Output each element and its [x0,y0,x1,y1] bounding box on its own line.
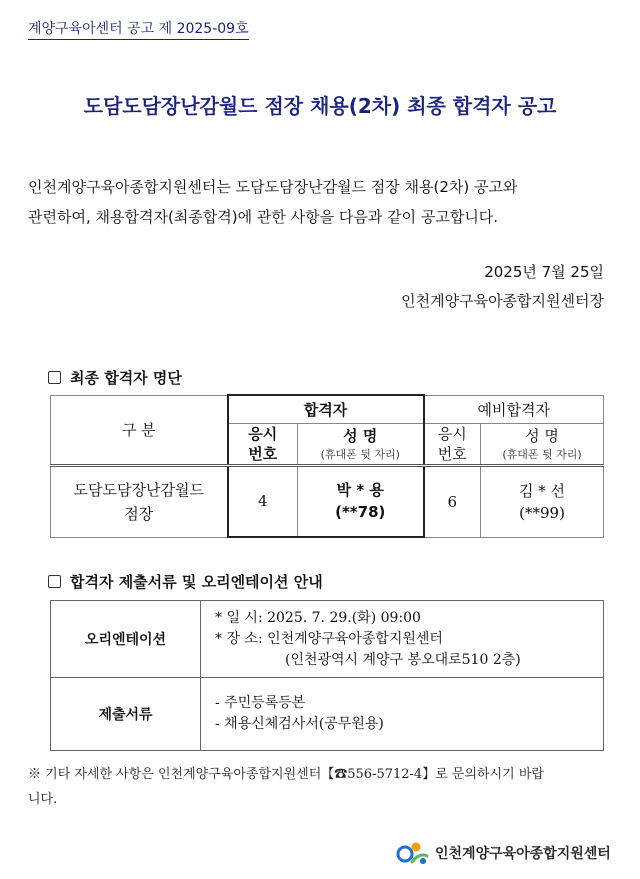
cell-division [51,465,228,537]
intro-line: 관련하여, 채용합격자(최종합격)에 관한 사항을 다음과 같이 공고합니다. [28,208,499,226]
detail-line: * 장 소: 인천계양구육아종합지원센터 [215,630,443,647]
cell-reserve-app-no: 6 [424,465,481,537]
page-title: 도담도담장난감월드 점장 채용(2차) 최종 합격자 공고 [83,94,557,118]
intro-line: 인천계양구육아종합지원센터는 도담도담장난감월드 점장 채용(2차) 공고와 [28,178,518,196]
center-logo [396,840,611,866]
header-text: 번호 [437,444,467,463]
header-reserve-app-no [424,423,481,465]
table-row [51,601,604,678]
header-subtext: (휴대폰 뒷 자리) [502,448,582,461]
header-division: 구 분 [51,395,228,465]
final-passers-table [50,394,604,538]
footnote-line: ※ 기타 자세한 사항은 인천계양구육아종합지원센터【☎556-5712-4】로 문의하시기 바랍 [28,767,544,782]
header-text: 응시 [437,424,467,443]
table-row [51,678,604,751]
header-text: 응시 [248,424,278,443]
header-reserve-name [481,423,604,465]
section-heading-text: 최종 합격자 명단 [70,369,182,387]
issuer-name: 인천계양구육아종합지원센터장 [401,292,604,310]
table-row [51,465,604,537]
section-heading-final-list [48,367,182,388]
cell-pass-app-no: 4 [228,465,298,537]
cell-text: 박 * 용 [336,481,384,500]
cell-pass-name [298,465,424,537]
header-text: 성 명 [525,427,559,445]
cell-reserve-name [481,465,604,537]
orientation-details [201,601,604,678]
header-pass-app-no [228,423,298,465]
section-heading-orientation [48,571,323,592]
center-logo-icon [396,840,430,866]
section-heading-text: 합격자 제출서류 및 오리엔테이션 안내 [70,573,323,591]
announcement-date: 2025년 7월 25일 [484,263,604,281]
cell-text: 점장 [124,504,154,523]
orientation-table [50,600,604,751]
center-logo-text: 인천계양구육아종합지원센터 [435,846,611,862]
detail-line: - 주민등록등본 [215,695,306,711]
header-subtext: (휴대폰 뒷 자리) [320,448,400,461]
footnote [28,762,608,812]
detail-line: (인천광역시 계양구 봉오대로510 2층) [285,651,521,668]
intro-paragraph [28,172,613,232]
checkbox-bullet-icon [48,371,61,384]
header-text: 번호 [248,444,278,463]
header-pass-name [298,423,424,465]
documents-details [201,678,604,751]
header-pass-group: 합격자 [228,395,424,423]
cell-text: (**78) [335,503,386,522]
documents-label: 제출서류 [51,678,201,751]
footnote-line: 니다. [28,792,58,807]
notice-number: 계양구육아센터 공고 제 2025-09호 [28,18,249,40]
header-reserve-group: 예비합격자 [424,395,604,423]
cell-text: 도담도담장난감월드 [73,480,204,499]
cell-text: (**99) [519,503,565,522]
cell-text: 김 * 선 [519,481,566,500]
detail-line: * 일 시: 2025. 7. 29.(화) 09:00 [215,609,421,626]
header-text: 성 명 [343,427,378,445]
detail-line: - 채용신체검사서(공무원용) [215,716,384,732]
orientation-label: 오리엔테이션 [51,601,201,678]
checkbox-bullet-icon [48,575,61,588]
